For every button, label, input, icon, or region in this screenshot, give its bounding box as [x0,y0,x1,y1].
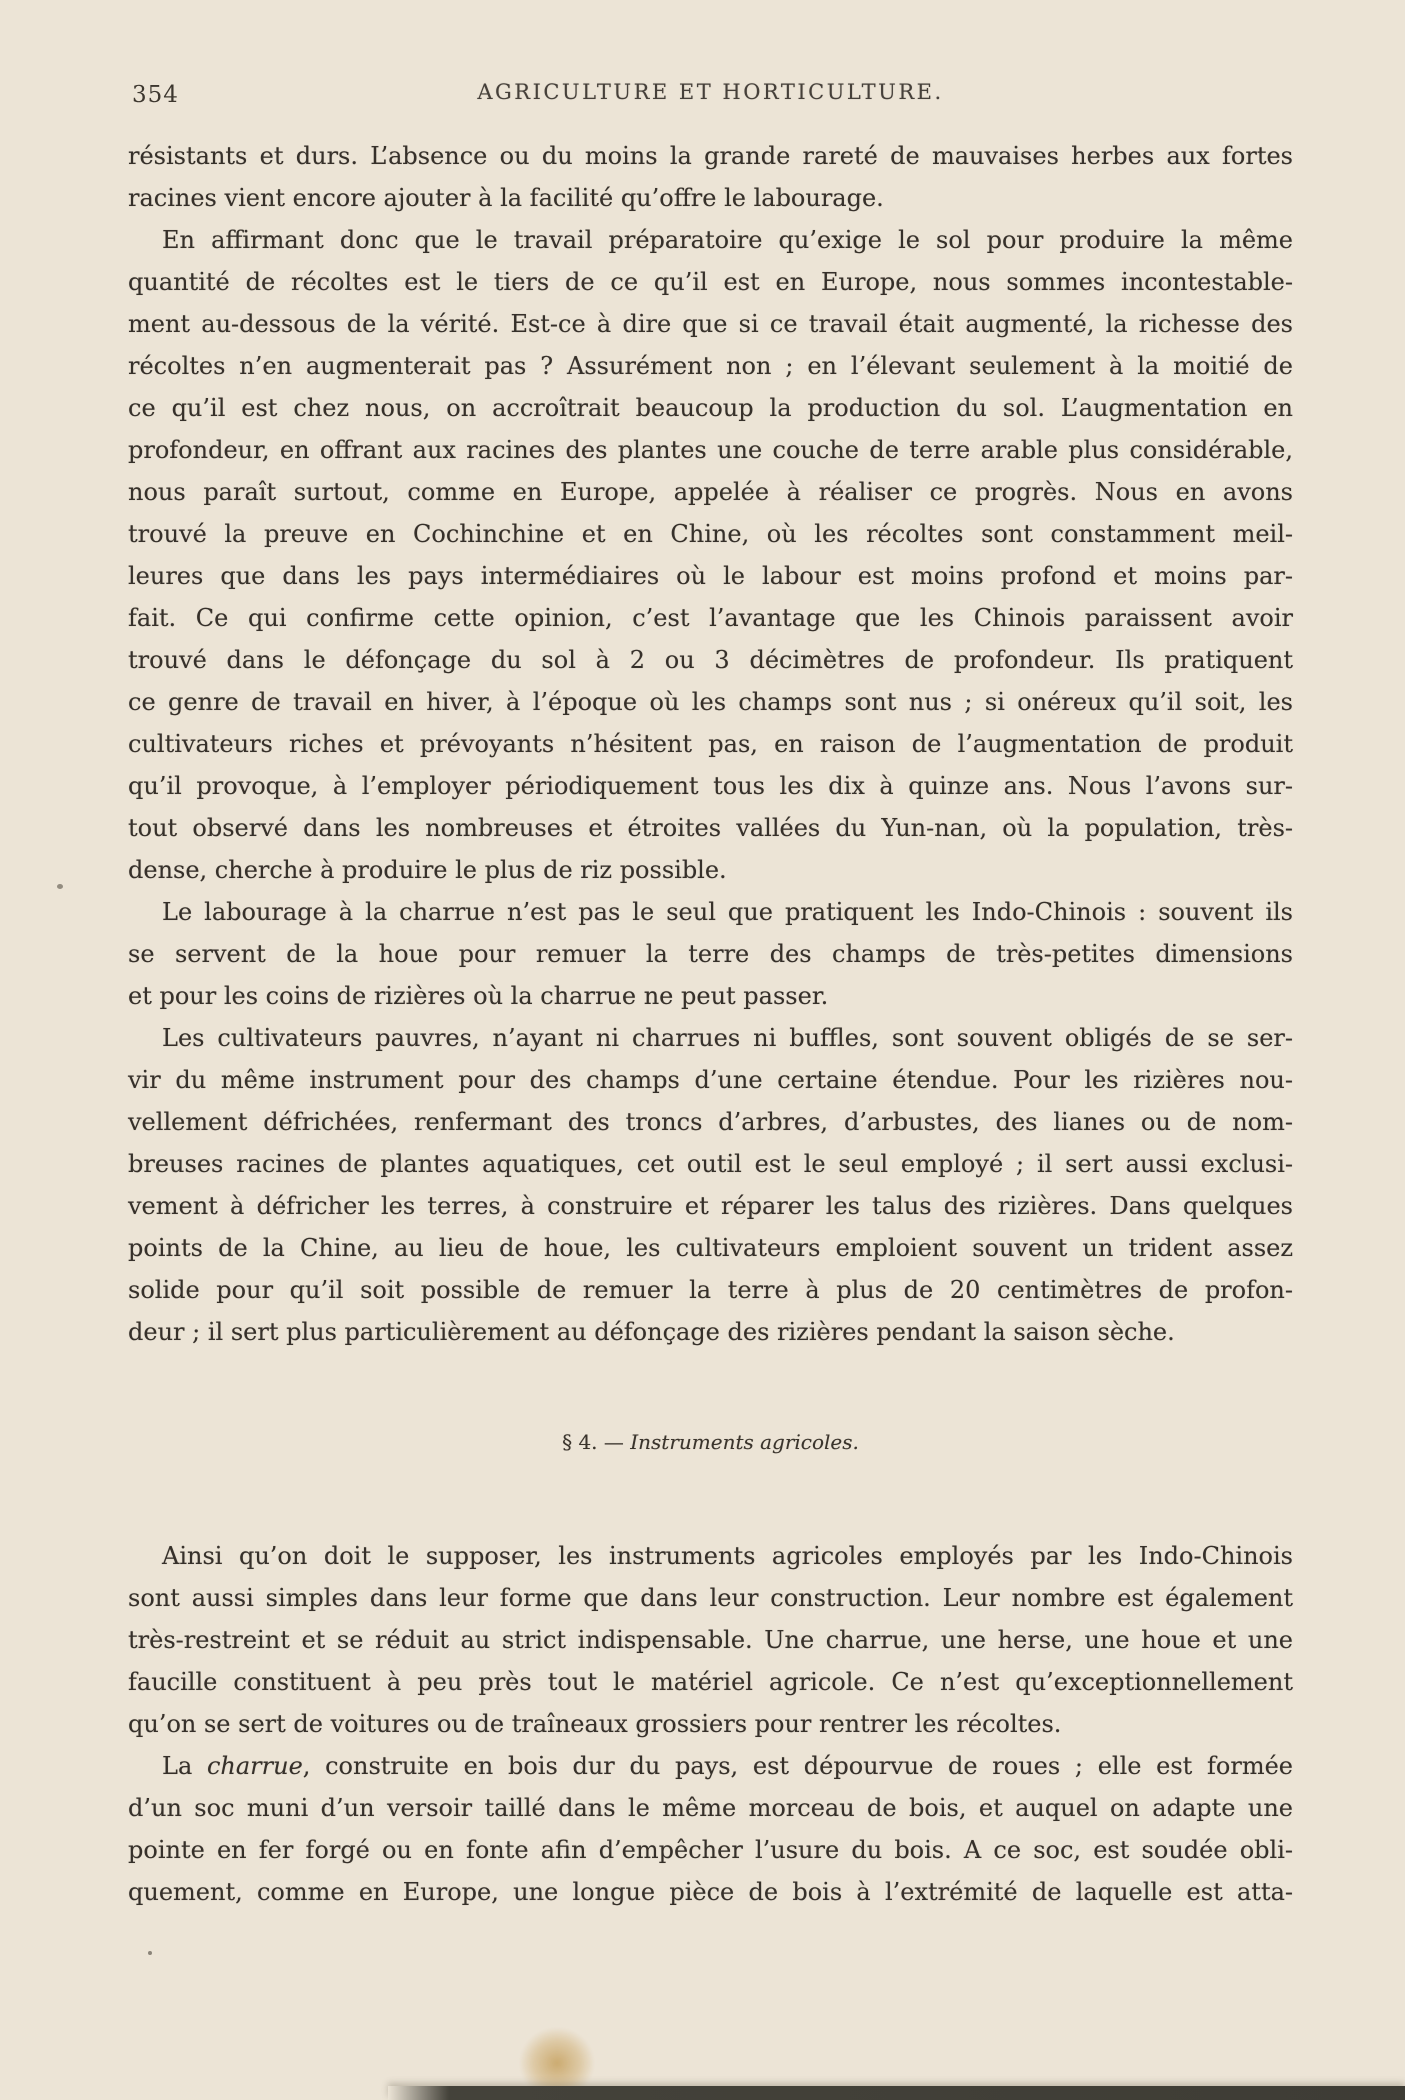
text-line: racines vient encore ajouter à la facilité qu’offre le labourage. [128,184,884,212]
text-line: cultivateurs riches et prévoyants n’hésitent pas, en raison de l’augmentation de produit [128,730,1293,758]
paragraph [128,891,1293,1017]
text-line: quement, comme en Europe, une longue pièce de bois à l’extrémité de laquelle est atta- [128,1878,1293,1906]
text-line: vement à défricher les terres, à construire et réparer les talus des rizières. Dans quelques [128,1192,1293,1220]
text-line: solide pour qu’il soit possible de remuer la terre à plus de 20 centimètres de profon- [128,1276,1293,1304]
text-line: nous paraît surtout, comme en Europe, appelée à réaliser ce progrès. Nous en avons [128,478,1293,506]
paper-speck [57,884,63,889]
text-line: ce genre de travail en hiver, à l’époque où les champs sont nus ; si onéreux qu’il soit, les [128,688,1293,716]
paper-stain [520,2028,594,2092]
text-line: d’un soc muni d’un versoir taillé dans le même morceau de bois, et auquel on adapte une [128,1794,1293,1822]
running-title: AGRICULTURE ET HORTICULTURE. [477,80,944,104]
text-line: pointe en fer forgé ou en fonte afin d’empêcher l’usure du bois. A ce soc, est soudée obli- [128,1836,1293,1864]
text-line: quantité de récoltes est le tiers de ce qu’il est en Europe, nous sommes incontestable- [128,268,1293,296]
scan-edge [388,2086,1405,2100]
text-line: fait. Ce qui confirme cette opinion, c’est l’avantage que les Chinois paraissent avoir [128,604,1293,632]
text-line: ce qu’il est chez nous, on accroîtrait beaucoup la production du sol. L’augmentation en [128,394,1293,422]
text-line: leures que dans les pays intermédiaires où le labour est moins profond et moins par- [128,562,1293,590]
text-line: tout observé dans les nombreuses et étroites vallées du Yun-nan, où la population, très- [128,814,1293,842]
text-line: résistants et durs. L’absence ou du moins la grande rareté de mauvaises herbes aux fortes [128,142,1293,170]
page-body [128,135,1293,1913]
text-line: récoltes n’en augmenterait pas ? Assurément non ; en l’élevant seulement à la moitié de [128,352,1293,380]
text-line: Ainsi qu’on doit le supposer, les instruments agricoles employés par les Indo-Chinois [162,1542,1293,1570]
text-line: La charrue, construite en bois dur du pays, est dépourvue de roues ; elle est formée [162,1752,1294,1780]
text-line: qu’on se sert de voitures ou de traîneaux grossiers pour rentrer les récoltes. [128,1710,1062,1738]
text-line: deur ; il sert plus particulièrement au défonçage des rizières pendant la saison sèche. [128,1318,1175,1346]
paragraph [128,219,1293,891]
page-number: 354 [132,82,179,108]
text-line: En affirmant donc que le travail préparatoire qu’exige le sol pour produire la même [162,226,1293,254]
paragraph [128,1745,1293,1913]
paragraph [128,1017,1293,1353]
text-line: Le labourage à la charrue n’est pas le seul que pratiquent les Indo-Chinois : souvent ils [162,898,1293,926]
text-line: trouvé dans le défonçage du sol à 2 ou 3 décimètres de profondeur. Ils pratiquent [128,646,1293,674]
paragraph [128,135,1293,219]
text-line: trouvé la preuve en Cochinchine et en Chine, où les récoltes sont constamment meil- [128,520,1293,548]
paper-speck [148,1951,152,1955]
text-line: points de la Chine, au lieu de houe, les cultivateurs emploient souvent un trident assez [128,1234,1293,1262]
section-heading: § 4. — Instruments agricoles. [562,1430,859,1454]
text-line: vellement défrichées, renfermant des troncs d’arbres, d’arbustes, des lianes ou de nom- [128,1108,1293,1136]
paragraph [128,1535,1293,1745]
text-line: et pour les coins de rizières où la charrue ne peut passer. [128,982,829,1010]
text-line: Les cultivateurs pauvres, n’ayant ni charrues ni buffles, sont souvent obligés de se ser- [162,1024,1293,1052]
text-line: qu’il provoque, à l’employer périodiquement tous les dix à quinze ans. Nous l’avons sur- [128,772,1293,800]
text-line: ment au-dessous de la vérité. Est-ce à dire que si ce travail était augmenté, la richesse des [128,310,1293,338]
page-header [128,80,1293,114]
text-line: breuses racines de plantes aquatiques, cet outil est le seul employé ; il sert aussi exclusi- [128,1150,1293,1178]
text-line: profondeur, en offrant aux racines des plantes une couche de terre arable plus considérable, [128,436,1293,464]
text-line: sont aussi simples dans leur forme que dans leur construction. Leur nombre est également [128,1584,1293,1612]
text-line: très-restreint et se réduit au strict indispensable. Une charrue, une herse, une houe et une [128,1626,1293,1654]
text-line: faucille constituent à peu près tout le matériel agricole. Ce n’est qu’exceptionnellement [128,1668,1293,1696]
text-line: vir du même instrument pour des champs d’une certaine étendue. Pour les rizières nou- [128,1066,1293,1094]
text-line: se servent de la houe pour remuer la terre des champs de très-petites dimensions [128,940,1293,968]
text-line: dense, cherche à produire le plus de riz possible. [128,856,727,884]
